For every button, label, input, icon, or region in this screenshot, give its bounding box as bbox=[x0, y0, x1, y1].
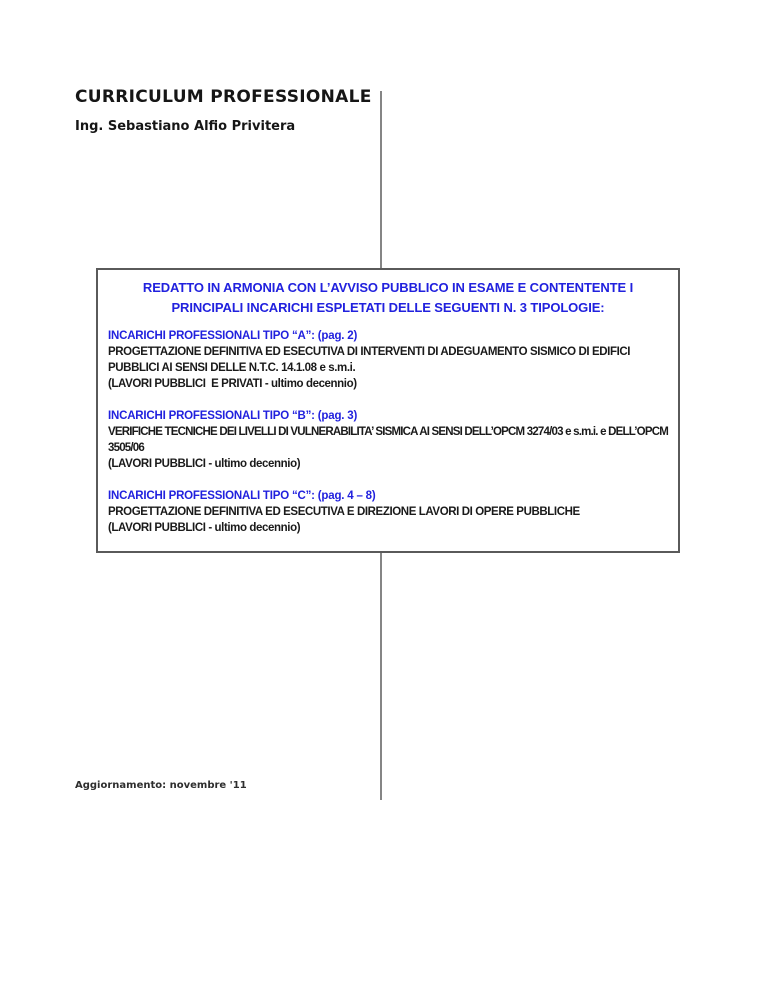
summary-box-header-line2: PRINCIPALI INCARICHI ESPLETATI DELLE SEGUENTI N. 3 TIPOLOGIE: bbox=[171, 300, 605, 315]
update-note: Aggiornamento: novembre '11 bbox=[75, 780, 247, 791]
section-tipo-b-body: VERIFICHE TECNICHE DEI LIVELLI DI VULNERABILITA’ SISMICA AI SENSI DELL’OPCM 3274/03 e s.m.i. e DELL’OPCM 3505/06 bbox=[108, 426, 668, 454]
section-tipo-a-body: PROGETTAZIONE DEFINITIVA ED ESECUTIVA DI INTERVENTI DI ADEGUAMENTO SISMICO DI EDIFICI PUBBLICI AI SENSI DELLE N.T.C. 14.1.08 e s.m.i. bbox=[108, 346, 631, 374]
section-tipo-a-title: INCARICHI PROFESSIONALI TIPO “A”: (pag. 2) bbox=[108, 330, 358, 342]
section-tipo-c-body: PROGETTAZIONE DEFINITIVA ED ESECUTIVA E DIREZIONE LAVORI DI OPERE PUBBLICHE bbox=[108, 506, 580, 518]
summary-box-header-line1: REDATTO IN ARMONIA CON L’AVVISO PUBBLICO IN ESAME E CONTENTENTE I bbox=[142, 280, 634, 295]
section-tipo-c-title: INCARICHI PROFESSIONALI TIPO “C”: (pag. 4 – 8) bbox=[108, 490, 376, 502]
section-tipo-b-note: (LAVORI PUBBLICI - ultimo decennio) bbox=[108, 458, 301, 470]
section-tipo-c bbox=[108, 488, 668, 536]
document-title: CURRICULUM PROFESSIONALE bbox=[75, 87, 372, 107]
summary-box bbox=[96, 268, 680, 553]
section-tipo-a-note: (LAVORI PUBBLICI E PRIVATI - ultimo decennio) bbox=[108, 378, 357, 390]
section-tipo-b bbox=[108, 408, 668, 472]
section-tipo-a bbox=[108, 328, 668, 392]
section-tipo-c-note: (LAVORI PUBBLICI - ultimo decennio) bbox=[108, 522, 301, 534]
section-tipo-b-title: INCARICHI PROFESSIONALI TIPO “B”: (pag. 3) bbox=[108, 410, 358, 422]
summary-box-header bbox=[108, 278, 668, 318]
author-name: Ing. Sebastiano Alfio Privitera bbox=[75, 119, 296, 134]
